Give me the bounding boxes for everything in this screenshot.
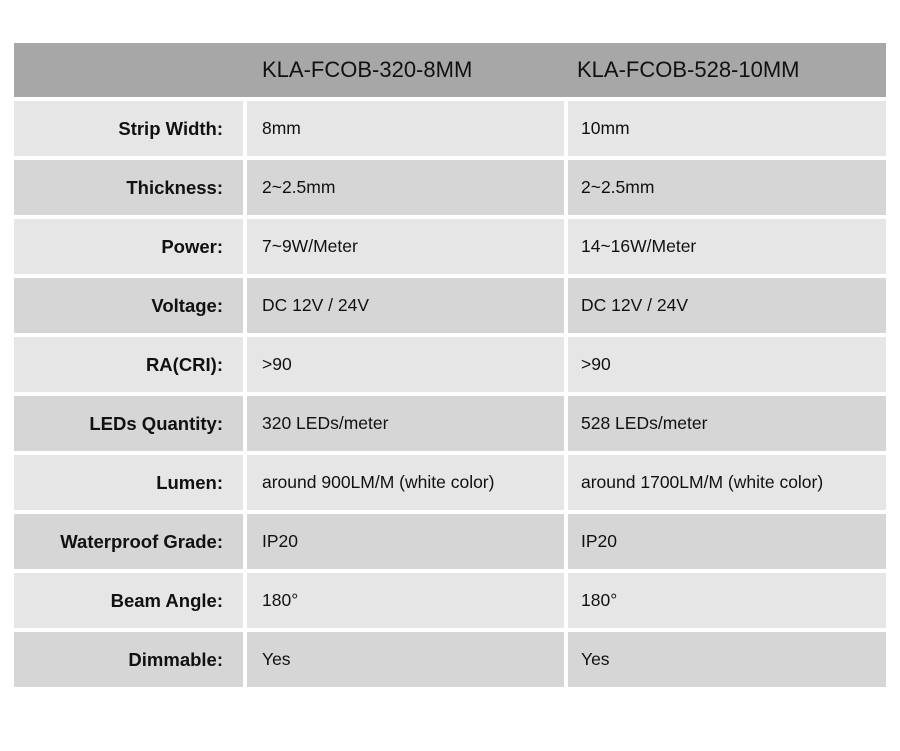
model-2-value: 14~16W/Meter — [568, 219, 886, 274]
model-1-value: 7~9W/Meter — [247, 219, 564, 274]
model-1-value: 8mm — [247, 101, 564, 156]
table-row — [14, 337, 886, 392]
model-1-value: 320 LEDs/meter — [247, 396, 564, 451]
model-2-value: >90 — [568, 337, 886, 392]
table-row — [14, 278, 886, 333]
model-2-value: Yes — [568, 632, 886, 687]
model-1-value: IP20 — [247, 514, 564, 569]
model-2-value: 528 LEDs/meter — [568, 396, 886, 451]
table-row — [14, 632, 886, 687]
model-name-1: KLA-FCOB-320-8MM — [262, 57, 473, 82]
model-2-value: 2~2.5mm — [568, 160, 886, 215]
row-label: Waterproof Grade: — [14, 514, 243, 569]
row-label: LEDs Quantity: — [14, 396, 243, 451]
table-row — [14, 101, 886, 156]
row-label: Dimmable: — [14, 632, 243, 687]
model-2-value: 180° — [568, 573, 886, 628]
table-row — [14, 573, 886, 628]
spec-comparison-table — [14, 43, 886, 691]
model-2-value: DC 12V / 24V — [568, 278, 886, 333]
header-empty-cell — [14, 43, 245, 97]
table-row — [14, 396, 886, 451]
model-1-value: >90 — [247, 337, 564, 392]
model-1-value: Yes — [247, 632, 564, 687]
table-row — [14, 455, 886, 510]
row-label: RA(CRI): — [14, 337, 243, 392]
row-label: Strip Width: — [14, 101, 243, 156]
model-1-value: 2~2.5mm — [247, 160, 564, 215]
table-row — [14, 514, 886, 569]
model-1-value: 180° — [247, 573, 564, 628]
row-label: Power: — [14, 219, 243, 274]
model-1-value: DC 12V / 24V — [247, 278, 564, 333]
table-header — [14, 43, 886, 97]
row-label: Beam Angle: — [14, 573, 243, 628]
table-row — [14, 160, 886, 215]
row-label: Lumen: — [14, 455, 243, 510]
row-label: Voltage: — [14, 278, 243, 333]
model-2-value: IP20 — [568, 514, 886, 569]
table-row — [14, 219, 886, 274]
model-1-value: around 900LM/M (white color) — [247, 455, 564, 510]
model-2-value: around 1700LM/M (white color) — [568, 455, 886, 510]
model-name-2: KLA-FCOB-528-10MM — [577, 57, 800, 82]
row-label: Thickness: — [14, 160, 243, 215]
model-2-value: 10mm — [568, 101, 886, 156]
